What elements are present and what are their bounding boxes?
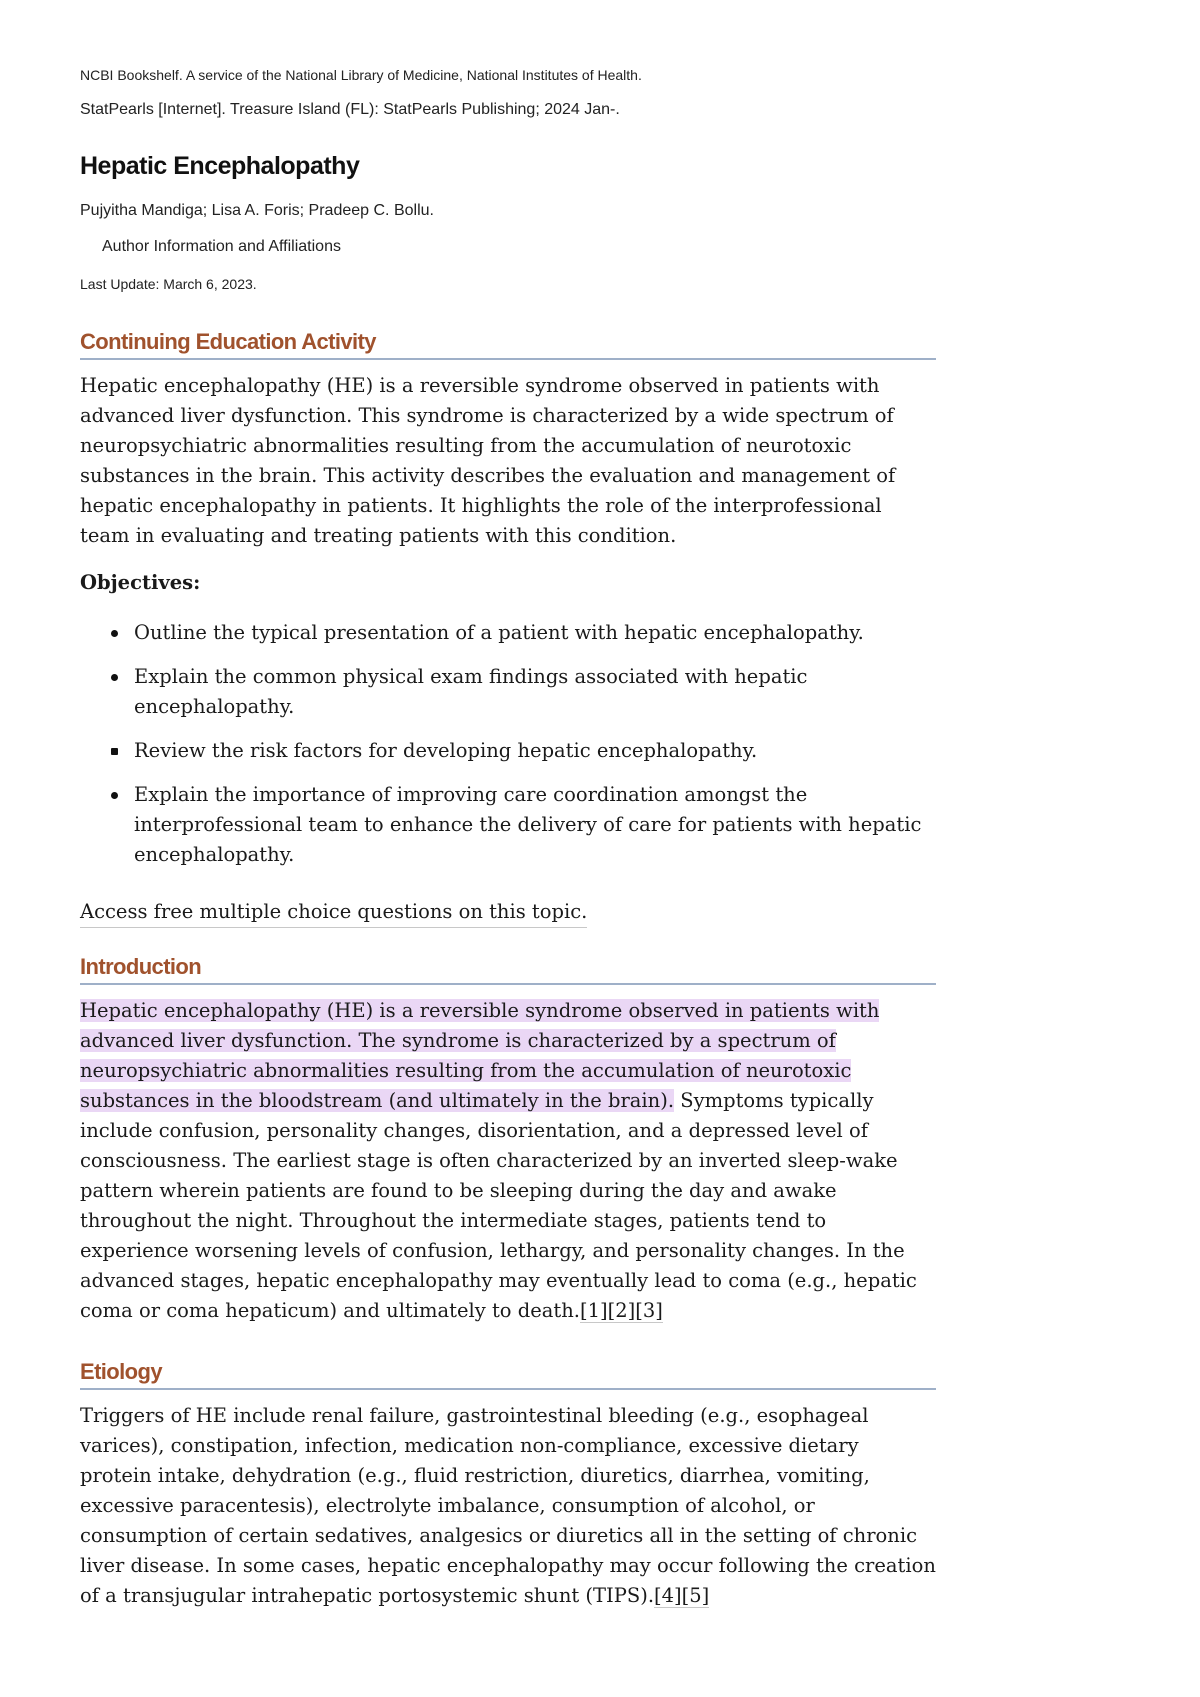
author-list: Pujyitha Mandiga; Lisa A. Foris; Pradeep C. Bollu. bbox=[80, 202, 434, 219]
citation-link[interactable]: [3] bbox=[635, 1299, 663, 1322]
list-item: Explain the common physical exam findings associated with hepatic encephalopathy. bbox=[80, 662, 936, 722]
introduction-paragraph bbox=[80, 996, 936, 1326]
bullet-icon bbox=[111, 630, 118, 637]
highlighted-text: Hepatic encephalopathy (HE) is a reversible syndrome observed in patients with advanced liver dysfunction. The syndrome is characterized by a spectrum of neuropsychiatric abnormalities resulting from the accumulation of neurotoxic substances in the bloodstream (and ultimately in the brain). bbox=[80, 999, 880, 1112]
list-item: Outline the typical presentation of a patient with hepatic encephalopathy. bbox=[80, 618, 936, 648]
page-title: Hepatic Encephalopathy bbox=[80, 152, 360, 180]
citation-link[interactable]: [1] bbox=[579, 1299, 608, 1322]
ce-activity-heading: Continuing Education Activity bbox=[80, 328, 936, 360]
citation-link[interactable]: [5] bbox=[681, 1584, 710, 1607]
etiology-heading: Etiology bbox=[80, 1358, 936, 1390]
bullet-icon bbox=[111, 748, 118, 755]
etiology-text: Triggers of HE include renal failure, gastrointestinal bleeding (e.g., esophageal varices), constipation, infection, medication non-compliance, excessive dietary protein intake, dehydration (e.g., fluid restriction, diuretics, diarrhea, vomiting, excessive paracentesis), electrolyte imbalance, consumption of alcohol, or consumption of certain sedatives, analgesics or diuretics all in the setting of chronic liver disease. In some cases, hepatic encephalopathy may occur following the creation of a transjugular intrahepatic portosystemic shunt (TIPS). bbox=[80, 1404, 936, 1607]
etiology-paragraph bbox=[80, 1401, 936, 1611]
objectives-list bbox=[80, 618, 936, 884]
bullet-icon bbox=[111, 792, 118, 799]
citation-link[interactable]: [4] bbox=[654, 1584, 682, 1607]
last-update: Last Update: March 6, 2023. bbox=[80, 276, 257, 292]
bookshelf-line: NCBI Bookshelf. A service of the National Library of Medicine, National Institutes of Health. bbox=[80, 67, 642, 83]
list-item: Review the risk factors for developing hepatic encephalopathy. bbox=[80, 736, 936, 766]
bullet-icon bbox=[111, 674, 118, 681]
objectives-label: Objectives: bbox=[80, 571, 201, 594]
citation-link[interactable]: [2] bbox=[607, 1299, 636, 1322]
introduction-heading: Introduction bbox=[80, 953, 936, 985]
mcq-link[interactable]: Access free multiple choice questions on this topic. bbox=[80, 897, 587, 928]
introduction-text: Symptoms typically include confusion, personality changes, disorientation, and a depressed level of consciousness. The earliest stage is often characterized by an inverted sleep-wake pattern wherein patients are found to be sleeping during the day and awake throughout the night. Throughout the intermediate stages, patients tend to experience worsening levels of confusion, lethargy, and personality changes. In the advanced stages, hepatic encephalopathy may eventually lead to coma (e.g., hepatic coma or coma hepaticum) and ultimately to death. bbox=[80, 1089, 917, 1322]
source-line: StatPearls [Internet]. Treasure Island (FL): StatPearls Publishing; 2024 Jan-. bbox=[80, 101, 620, 118]
affiliations-link[interactable]: Author Information and Affiliations bbox=[102, 238, 341, 255]
list-item: Explain the importance of improving care coordination amongst the interprofessional team to enhance the delivery of care for patients with hepatic encephalopathy. bbox=[80, 780, 936, 870]
ce-activity-paragraph: Hepatic encephalopathy (HE) is a reversible syndrome observed in patients with advanced liver dysfunction. This syndrome is characterized by a wide spectrum of neuropsychiatric abnormalities resulting from the accumulation of neurotoxic substances in the brain. This activity describes the evaluation and management of hepatic encephalopathy in patients. It highlights the role of the interprofessional team in evaluating and treating patients with this condition. bbox=[80, 374, 896, 547]
